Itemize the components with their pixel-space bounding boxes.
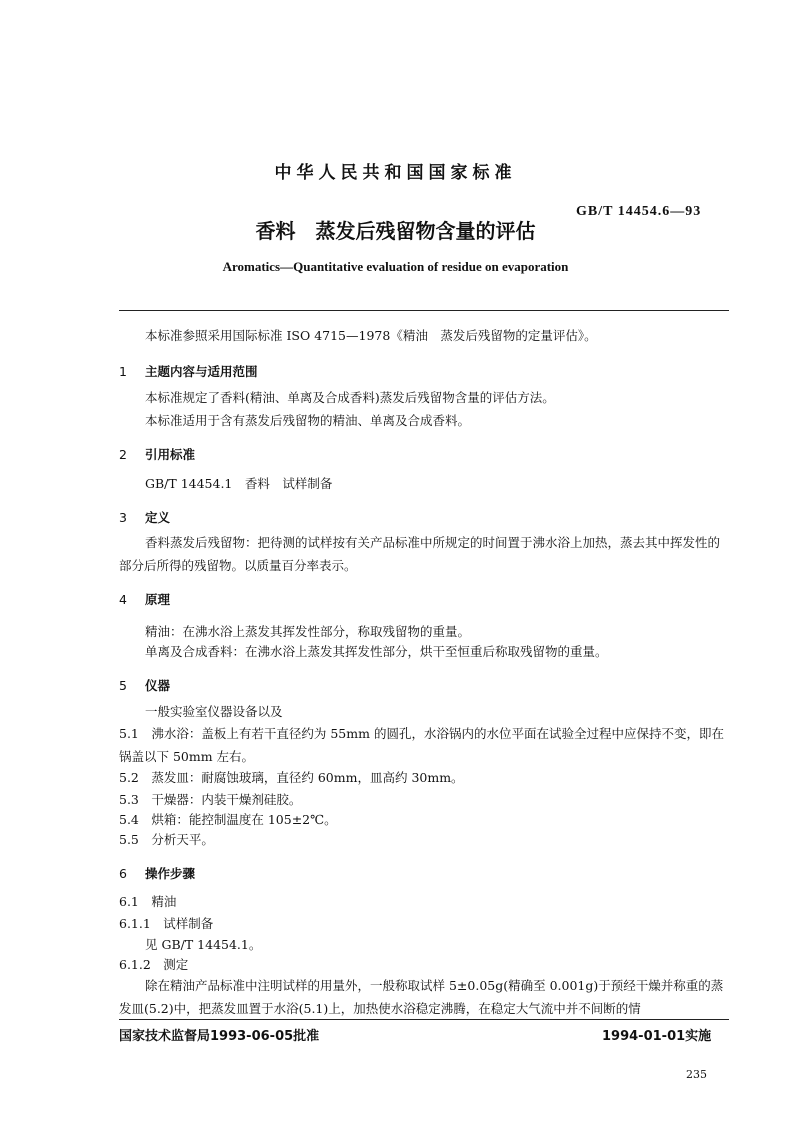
- section-title: 定义: [145, 510, 171, 525]
- header-rule: [119, 310, 729, 311]
- standard-title: 中华人民共和国国家标准: [274, 163, 517, 183]
- section-3-paragraph-1: 香料蒸发后残留物：把待测的试样按有关产品标准中所规定的时间置于沸水浴上加热，蒸去其中挥发性的部分后所得的残留物。以质量百分率表示。: [119, 535, 721, 573]
- section-number: 1: [119, 364, 127, 379]
- effective-date: 1994-01-01实施: [602, 1029, 712, 1044]
- section-1-paragraph-2: 本标准适用于含有蒸发后残留物的精油、单离及合成香料。: [145, 413, 471, 428]
- section-1-paragraph-1: 本标准规定了香料(精油、单离及合成香料)蒸发后残留物含量的评估方法。: [145, 390, 555, 405]
- section-number: 3: [119, 510, 127, 525]
- section-4-paragraph-1: 精油：在沸水浴上蒸发其挥发性部分，称取残留物的重量。: [145, 624, 471, 639]
- section-5-item-2: 5.2 蒸发皿：耐腐蚀玻璃，直径约 60mm，皿高约 30mm。: [119, 770, 464, 785]
- section-number: 2: [119, 447, 127, 462]
- section-title: 主题内容与适用范围: [145, 364, 258, 379]
- section-6-item-1-2: 6.1.2 测定: [119, 957, 189, 972]
- page-number: 235: [686, 1068, 707, 1081]
- section-6-item-1: 6.1 精油: [119, 894, 177, 909]
- section-3-heading: [119, 508, 170, 526]
- section-1-heading: [119, 362, 258, 380]
- section-6-item-1-1: 6.1.1 试样制备: [119, 916, 214, 931]
- section-2-heading: [119, 445, 195, 463]
- section-6-heading: [119, 864, 195, 882]
- section-5-item-3: 5.3 干燥器：内装干燥剂硅胶。: [119, 792, 302, 807]
- intro-paragraph: 本标准参照采用国际标准 ISO 4715—1978《精油 蒸发后残留物的定量评估》。: [145, 328, 597, 343]
- section-5-item-5: 5.5 分析天平。: [119, 832, 214, 847]
- section-5-heading: [119, 676, 170, 694]
- section-number: 5: [119, 678, 127, 693]
- section-title: 引用标准: [145, 447, 196, 462]
- section-5-item-1: 5.1 沸水浴：盖板上有若干直径约为 55mm 的圆孔，水浴锅内的水位平面在试验全过程中应保持不变，即在锅盖以下 50mm 左右。: [119, 726, 724, 764]
- section-title: 操作步骤: [145, 866, 196, 881]
- section-2-paragraph-1: GB/T 14454.1 香料 试样制备: [145, 476, 333, 491]
- section-title: 仪器: [145, 678, 171, 693]
- section-4-heading: [119, 590, 170, 608]
- section-number: 4: [119, 592, 127, 607]
- approval-date: 国家技术监督局1993-06-05批准: [119, 1029, 320, 1044]
- section-5-item-4: 5.4 烘箱：能控制温度在 105±2℃。: [119, 812, 337, 827]
- document-title-cn: 香料 蒸发后残留物含量的评估: [255, 219, 536, 243]
- section-6-item-1-1-paragraph: 见 GB/T 14454.1。: [145, 937, 262, 952]
- section-4-paragraph-2: 单离及合成香料：在沸水浴上蒸发其挥发性部分，烘干至恒重后称取残留物的重量。: [145, 644, 608, 659]
- section-number: 6: [119, 866, 127, 881]
- document-title-en: Aromatics—Quantitative evaluation of residue on evaporation: [222, 259, 569, 274]
- standard-number: GB/T 14454.6—93: [576, 204, 702, 219]
- section-title: 原理: [145, 592, 171, 607]
- footer-rule: [119, 1019, 729, 1020]
- section-5-intro: 一般实验室仪器设备以及: [145, 704, 283, 719]
- section-6-item-1-2-paragraph: 除在精油产品标准中注明试样的用量外，一般称取试样 5±0.05g(精确至 0.001g)于预经干燥并称重的蒸发皿(5.2)中，把蒸发皿置于水浴(5.1)上，加热使水浴稳定沸腾，在稳定大气流中并不间断的情: [119, 978, 724, 1016]
